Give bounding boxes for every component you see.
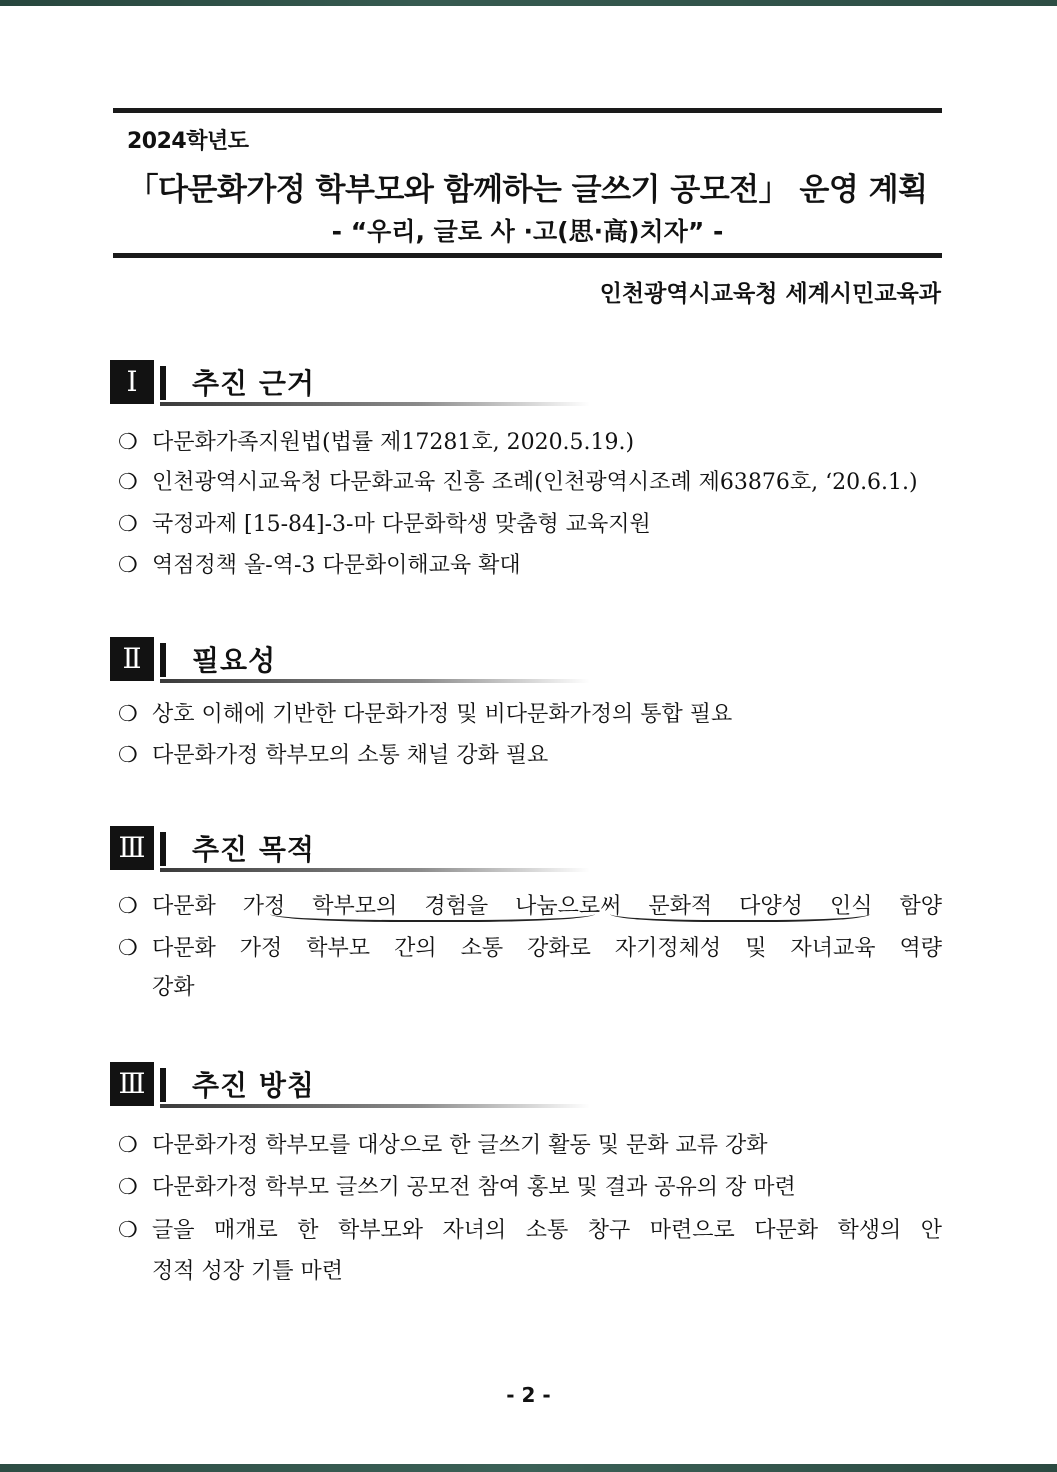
section-underline xyxy=(160,679,590,683)
item-text: 다문화가정 학부모의 소통 채널 강화 필요 xyxy=(152,743,549,768)
section-bar xyxy=(160,832,166,866)
bullet-icon: ❍ xyxy=(118,470,138,495)
section-numeral: Ⅰ xyxy=(110,360,154,404)
item-text: 글을 매개로 한 학부모와 자녀의 소통 창구 마련으로 다문화 학생의 안 xyxy=(152,1218,942,1243)
item-text: 다문화 가정 학부모의 경험을 나눔으로써 문화적 다양성 인식 함양 xyxy=(152,894,942,919)
scan-bottom-edge xyxy=(0,1464,1057,1472)
section-title: 추진 방침 xyxy=(192,1069,315,1102)
scan-top-edge xyxy=(0,0,1057,6)
item-text: 정적 성장 기틀 마련 xyxy=(152,1259,343,1284)
document-subtitle: - “우리, 글로 사 ·고(思·高)치자” - xyxy=(331,217,724,246)
title-box xyxy=(113,108,942,258)
item-text: 국정과제 [15-84]-3-마 다문화학생 맞춤형 교육지원 xyxy=(152,512,651,537)
bullet-icon: ❍ xyxy=(118,743,138,768)
bullet-icon: ❍ xyxy=(118,894,138,919)
bullet-icon: ❍ xyxy=(118,430,138,455)
item-text: 다문화가정 학부모를 대상으로 한 글쓰기 활동 및 문화 교류 강화 xyxy=(152,1133,768,1158)
bullet-icon: ❍ xyxy=(118,936,138,961)
item-text: 역점정책 올-역-3 다문화이해교육 확대 xyxy=(152,553,521,578)
bullet-icon: ❍ xyxy=(118,1218,138,1243)
section-title: 추진 근거 xyxy=(192,367,315,400)
section-underline xyxy=(160,868,590,872)
section-underline xyxy=(160,402,590,406)
section-bar xyxy=(160,366,166,400)
section-underline xyxy=(160,1104,590,1108)
section-bar xyxy=(160,643,166,677)
bullet-icon: ❍ xyxy=(118,1175,138,1200)
bullet-icon: ❍ xyxy=(118,512,138,537)
page-number: - 2 - xyxy=(506,1383,551,1407)
title-bottom-rule xyxy=(113,253,942,258)
department-name: 인천광역시교육청 세계시민교육과 xyxy=(599,281,941,307)
item-text: 인천광역시교육청 다문화교육 진흥 조례(인천광역시조례 제63876호, ‘20.6.1.) xyxy=(152,470,918,495)
section-title: 필요성 xyxy=(192,644,277,677)
item-text: 다문화가족지원법(법률 제17281호, 2020.5.19.) xyxy=(152,430,635,455)
section-heading-3 xyxy=(110,826,590,870)
section-numeral: Ⅱ xyxy=(110,637,154,681)
item-text: 다문화 가정 학부모 간의 소통 강화로 자기정체성 및 자녀교육 역량 xyxy=(152,936,942,961)
item-text: 다문화가정 학부모 글쓰기 공모전 참여 홍보 및 결과 공유의 장 마련 xyxy=(152,1175,796,1200)
bullet-icon: ❍ xyxy=(118,702,138,727)
title-top-rule xyxy=(113,108,942,113)
bullet-icon: ❍ xyxy=(118,553,138,578)
section-title: 추진 목적 xyxy=(192,833,315,866)
section-heading-4 xyxy=(110,1062,590,1106)
section-numeral: Ⅲ xyxy=(110,826,154,870)
section-numeral: Ⅲ xyxy=(110,1062,154,1106)
section-heading-2 xyxy=(110,637,590,681)
item-text: 강화 xyxy=(152,975,195,1000)
section-heading-1 xyxy=(110,360,590,404)
section-bar xyxy=(160,1068,166,1102)
bullet-icon: ❍ xyxy=(118,1133,138,1158)
document-title: 「다문화가정 학부모와 함께하는 글쓰기 공모전」 운영 계획 xyxy=(127,172,928,208)
title-year: 2024학년도 xyxy=(127,129,249,154)
item-text: 상호 이해에 기반한 다문화가정 및 비다문화가정의 통합 필요 xyxy=(152,702,733,727)
